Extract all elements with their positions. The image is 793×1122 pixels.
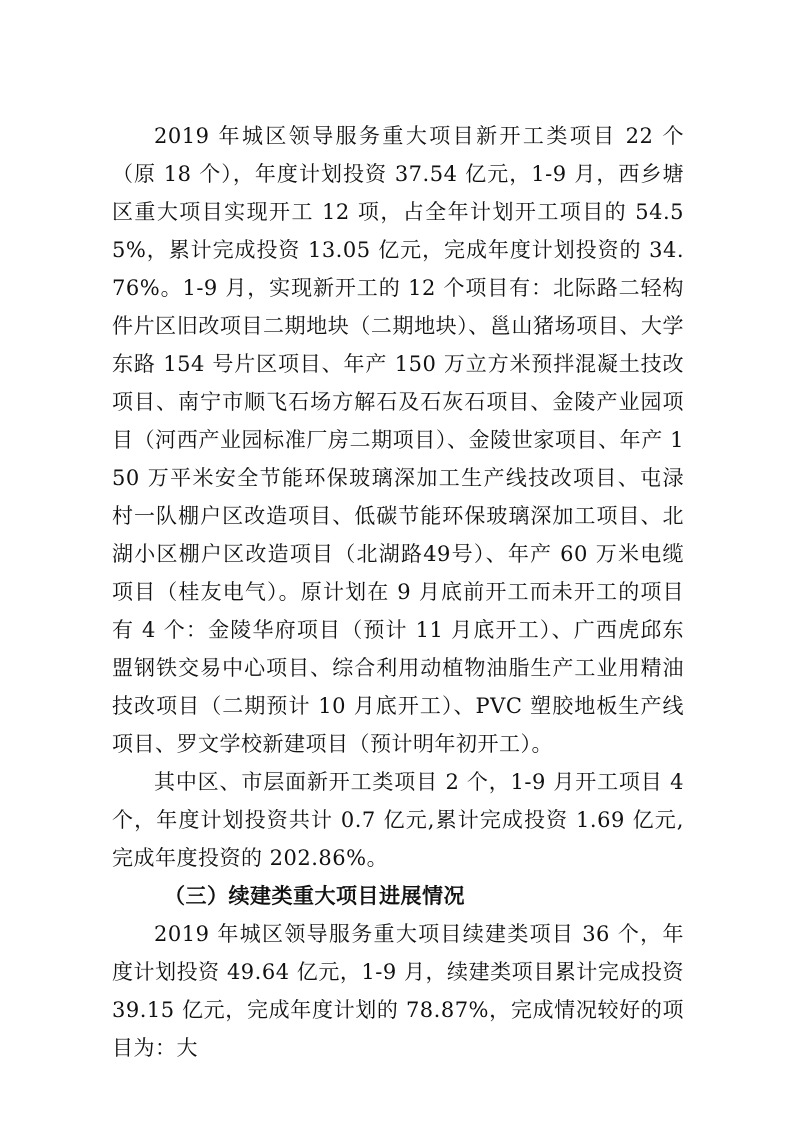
- section-heading-continuing-projects: （三）续建类重大项目进展情况: [164, 884, 465, 908]
- paragraph-continuing-projects: 2019 年城区领导服务重大项目续建类项目 36 个，年度计划投资 49.64 亿元，1-9 月，续建类项目累计完成投资 39.15 亿元，完成年度计划的 78.87%，完成情况较好的项目为：大: [112, 922, 684, 1060]
- paragraph-district-city-level: 其中区、市层面新开工类项目 2 个，1-9 月开工项目 4 个，年度计划投资共计 0.7 亿元,累计完成投资 1.69 亿元,完成年度投资的 202.86%。: [112, 770, 684, 870]
- paragraph-new-projects: 2019 年城区领导服务重大项目新开工类项目 22 个（原 18 个），年度计划投资 37.54 亿元，1-9 月，西乡塘区重大项目实现开工 12 项，占全年计划开工项目的 54.55%，累计完成投资 13.05 亿元，完成年度计划投资的 34.76%。1-9 月，实现新开工的 12 个项目有：北际路二轻构件片区旧改项目二期地块（二期地块）、邕山猪场项目、大学东路 154 号片区项目、年产 150 万立方米预拌混凝土技改项目、南宁市顺飞石场方解石及石灰石项目、金陵产业园项目（河西产业园标准厂房二期项目）、金陵世家项目、年产 150 万平米安全节能环保玻璃深加工生产线技改项目、屯渌村一队棚户区改造项目、低碳节能环保玻璃深加工项目、北湖小区棚户区改造项目（北湖路49号）、年产 60 万米电缆项目（桂友电气）。原计划在 9 月底前开工而未开工的项目有 4 个：金陵华府项目（预计 11 月底开工）、广西虎邱东盟钢铁交易中心项目、综合利用动植物油脂生产工业用精油技改项目（二期预计 10 月底开工）、PVC 塑胶地板生产线项目、罗文学校新建项目（预计明年初开工）。: [112, 124, 684, 756]
- document-body: [112, 117, 684, 1067]
